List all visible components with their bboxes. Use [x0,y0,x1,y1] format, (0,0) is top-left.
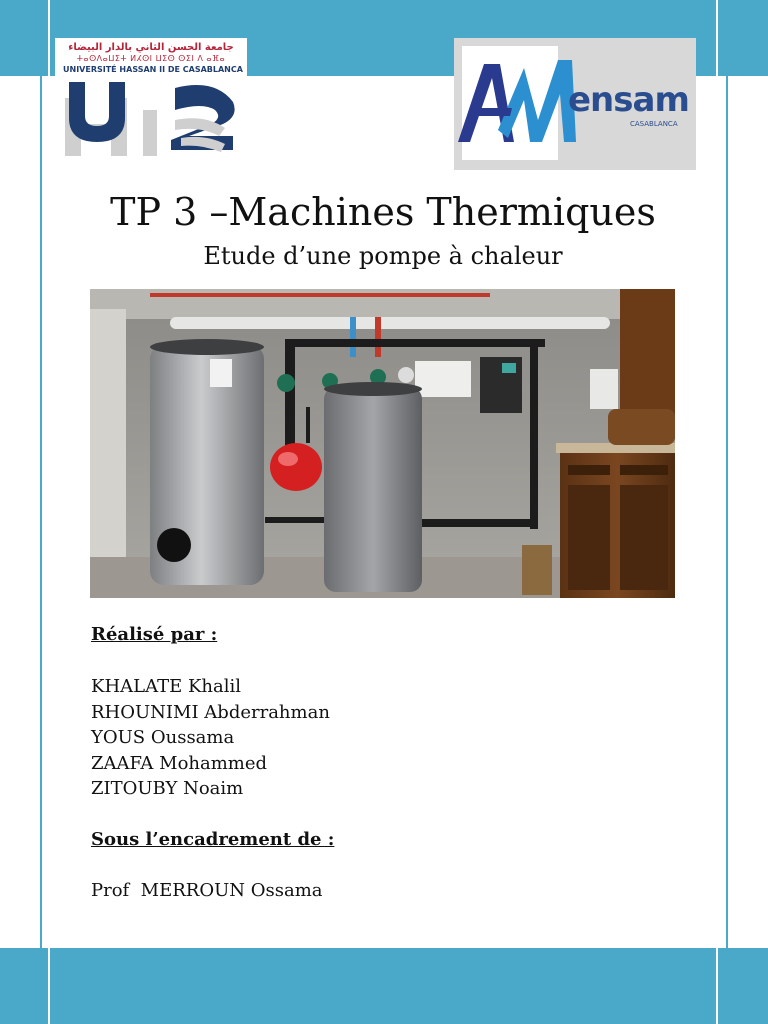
university-name-arabic: جامعة الحسن الثاني بالدار البيضاء [68,42,234,53]
document-subtitle: Etude d’une pompe à chaleur [203,242,563,270]
author-name: KHALATE Khalil [91,676,242,697]
frame-line-left-outer [40,0,42,1024]
authors-list [91,674,330,802]
authors-heading: Réalisé par : [91,624,218,645]
author-name: RHOUNIMI Abderrahman [91,701,330,723]
supervisor-name: Prof MERROUN Ossama [91,880,323,901]
frame-gap-left [48,0,50,1024]
ensam-name: ensam [568,80,689,120]
document-title: TP 3 –Machines Thermiques [110,190,656,234]
heat-pump-photo [90,289,675,598]
university-logo [55,38,247,162]
author-name: YOUS Oussama [91,727,235,749]
university-name-french: UNIVERSITÉ HASSAN II DE CASABLANCA [63,65,243,74]
supervision-heading: Sous l’encadrement de : [91,829,335,850]
ensam-city: CASABLANCA [630,120,678,128]
panel-bottom-band [50,948,716,1024]
frame-gap-right [716,0,718,1024]
uh2c-emblem [63,80,239,160]
frame-line-right-outer [726,0,728,1024]
author-name: ZAAFA Mohammed [91,752,268,774]
heat-pump-illustration [90,289,675,598]
author-name: ZITOUBY Noaim [91,778,244,800]
university-name-tifinagh: ⵜⴰⵙⴷⴰⵡⵉⵜ ⵍⵃⵙⵏ ⵡⵉⵙ ⵙⵉⵏ ⴷ ⴰⴼⴰ [76,54,226,63]
ensam-logo [454,38,696,170]
